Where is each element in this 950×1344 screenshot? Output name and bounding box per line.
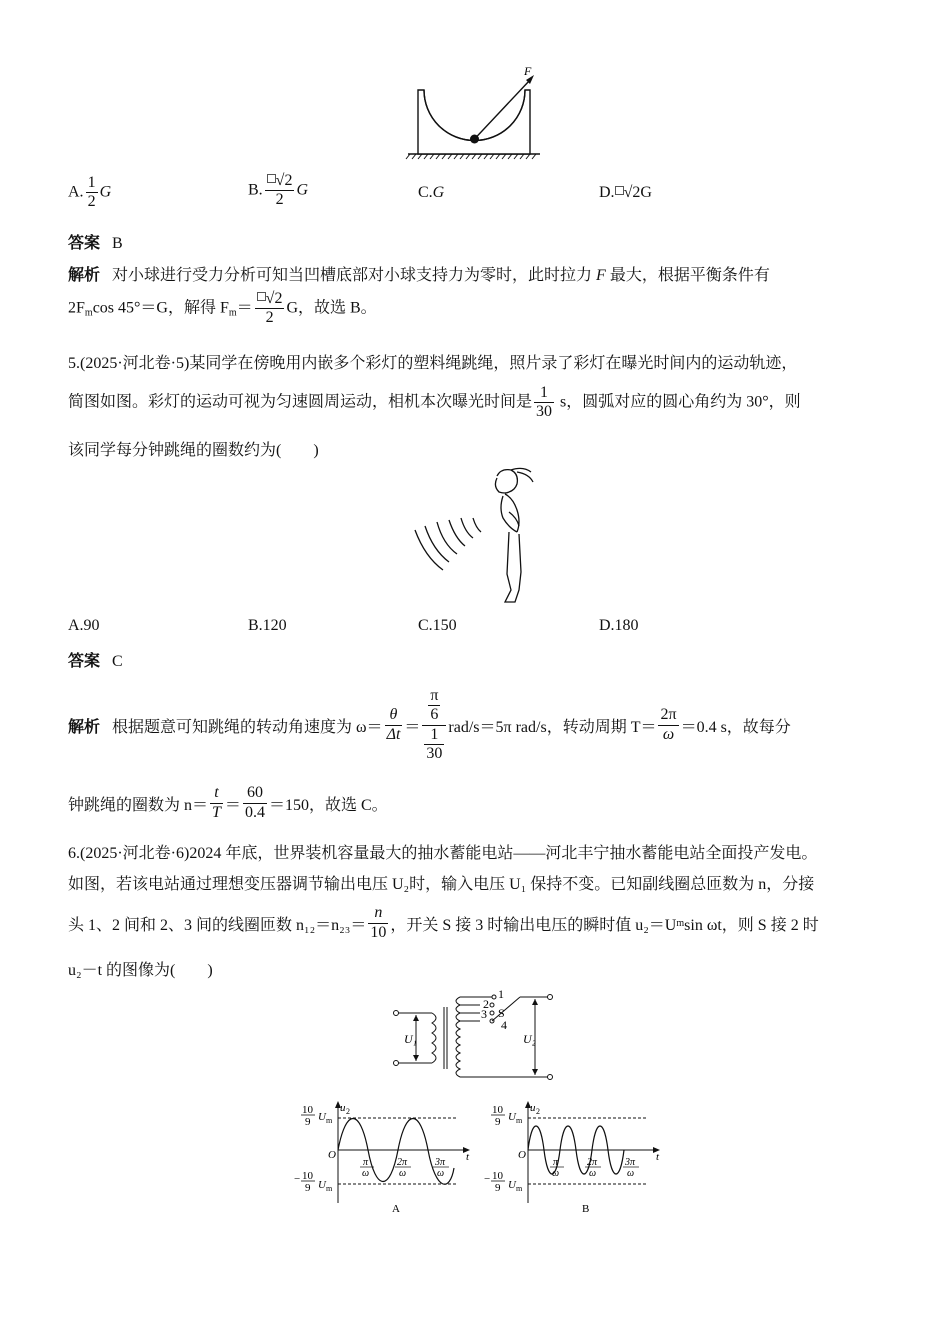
svg-text:m: m xyxy=(516,1116,523,1125)
svg-text:ω: ω xyxy=(399,1168,407,1179)
q6-stem-line3: 头 1、2 间和 2、3 间的线圈匝数 n₁₂＝n₂₃＝ $\frac{n}{10}$ ，开关 S 接 3 时输出电压的瞬时值 u₂＝U m sin ωt，则 S 接 2 时 xyxy=(68,904,819,941)
svg-text:U: U xyxy=(508,1179,516,1191)
svg-text:−: − xyxy=(294,1173,301,1185)
q5-stem-line3: 该同学每分钟跳绳的圈数约为( ) xyxy=(68,442,319,459)
svg-text:9: 9 xyxy=(305,1182,311,1194)
svg-text:4: 4 xyxy=(501,1018,507,1032)
svg-text:m: m xyxy=(516,1184,523,1193)
q6-stem-line2: 如图，若该电站通过理想变压器调节输出电压 U₂时，输入电压 U₁ 保持不变。已知副线圈总匝数为 n，分接 xyxy=(68,876,815,893)
svg-text:ω: ω xyxy=(552,1168,560,1179)
q5-analysis-line2: 钟跳绳的圈数为 n＝ $\frac{t}{T}$ ＝ $\frac{60}{0.4}$ ＝150，故选 C。 xyxy=(68,784,388,821)
q5-analysis-line1: 解析 根据题意可知跳绳的转动角速度为 ω＝ $\frac{\theta}{\Delta t}$ ＝ $\frac{\frac{\pi}{6}}{\frac{1}{30}}$ rad/s＝5π rad/s，转动周期 T＝ $\frac{2\pi}{\omega}$ ＝0.4 s，故每分 xyxy=(68,686,791,762)
q4-answer: 答案 B xyxy=(68,235,123,252)
svg-text:2: 2 xyxy=(536,1107,540,1116)
svg-text:ω: ω xyxy=(627,1168,635,1179)
q5-option-b[interactable]: B.120 xyxy=(248,617,287,634)
q5-option-a[interactable]: A.90 xyxy=(68,617,100,634)
svg-text:B: B xyxy=(582,1203,590,1215)
q5-option-c[interactable]: C.150 xyxy=(418,617,457,634)
graph-a[interactable] xyxy=(288,1098,478,1216)
svg-text:10: 10 xyxy=(492,1170,503,1182)
force-label: F xyxy=(524,64,532,78)
svg-text:ω: ω xyxy=(437,1168,445,1179)
svg-text:u: u xyxy=(530,1102,536,1114)
svg-text:2: 2 xyxy=(483,997,489,1011)
svg-text:t: t xyxy=(656,1151,660,1163)
svg-text:U₂: U₂ xyxy=(523,1032,536,1046)
svg-text:ω: ω xyxy=(362,1168,370,1179)
svg-text:1: 1 xyxy=(498,987,504,1001)
svg-text:10: 10 xyxy=(302,1104,313,1116)
svg-text:2π: 2π xyxy=(587,1157,598,1168)
svg-text:ω: ω xyxy=(589,1168,597,1179)
svg-text:A: A xyxy=(392,1203,400,1215)
jump-rope-figure xyxy=(405,462,555,610)
svg-text:9: 9 xyxy=(495,1182,501,1194)
svg-text:S: S xyxy=(498,1006,505,1020)
q5-answer: 答案 C xyxy=(68,653,123,670)
svg-text:U: U xyxy=(318,1111,326,1123)
svg-text:9: 9 xyxy=(305,1116,311,1128)
svg-text:10: 10 xyxy=(492,1104,503,1116)
q6-stem-line4: u₂－t 的图像为( ) xyxy=(68,962,213,979)
svg-text:π: π xyxy=(363,1157,369,1168)
svg-text:t: t xyxy=(466,1151,470,1163)
svg-text:2π: 2π xyxy=(397,1157,408,1168)
graph-b[interactable] xyxy=(478,1098,668,1216)
q6-stem-line1: 6.(2025·河北卷·6)2024 年底，世界装机容量最大的抽水蓄能电站——河北丰宁抽水蓄能电站全面投产发电。 xyxy=(68,845,818,862)
svg-text:m: m xyxy=(326,1116,333,1125)
missing-glyph-box xyxy=(615,186,624,195)
q4-option-b[interactable]: B. $\frac{√2}{2}$ G xyxy=(248,172,309,209)
svg-text:3π: 3π xyxy=(435,1157,446,1168)
svg-text:U: U xyxy=(508,1111,516,1123)
q4-option-d[interactable]: D. √2G xyxy=(599,184,652,201)
transformer-circuit xyxy=(380,985,580,1090)
groove-figure xyxy=(400,62,550,162)
q5-stem-line2: 简图如图。彩灯的运动可视为匀速圆周运动，相机本次曝光时间是 $\frac{1}{30}$ s，圆弧对应的圆心角约为 30°，则 xyxy=(68,384,801,421)
svg-text:U: U xyxy=(318,1179,326,1191)
svg-text:3: 3 xyxy=(481,1007,487,1021)
svg-text:O: O xyxy=(518,1149,526,1161)
missing-glyph-box xyxy=(257,292,266,301)
missing-glyph-box xyxy=(267,174,276,183)
svg-text:U₁: U₁ xyxy=(404,1032,417,1046)
svg-text:9: 9 xyxy=(495,1116,501,1128)
svg-text:u: u xyxy=(340,1102,346,1114)
q4-analysis-line2: $2F_m\cos$ 45°＝G，解得 $F_m=$ $\frac{√2}{2}$ G，故选 B。 xyxy=(68,290,377,327)
q5-option-d[interactable]: D.180 xyxy=(599,617,639,634)
svg-text:π: π xyxy=(553,1157,559,1168)
q4-option-a[interactable]: A. $\frac{1}{2}$ G xyxy=(68,174,112,211)
svg-text:3π: 3π xyxy=(625,1157,636,1168)
svg-text:O: O xyxy=(328,1149,336,1161)
svg-text:2: 2 xyxy=(346,1107,350,1116)
q4-option-c[interactable]: C.G xyxy=(418,184,445,201)
q5-stem-line1: 5.(2025·河北卷·5)某同学在傍晚用内嵌多个彩灯的塑料绳跳绳，照片录了彩灯在曝光时间内的运动轨迹， xyxy=(68,355,798,372)
svg-text:−: − xyxy=(484,1173,491,1185)
svg-text:10: 10 xyxy=(302,1170,313,1182)
q4-analysis-line1: 解析 对小球进行受力分析可知当凹槽底部对小球支持力为零时，此时拉力 F 最大，根据平衡条件有 xyxy=(68,267,770,284)
svg-text:m: m xyxy=(326,1184,333,1193)
